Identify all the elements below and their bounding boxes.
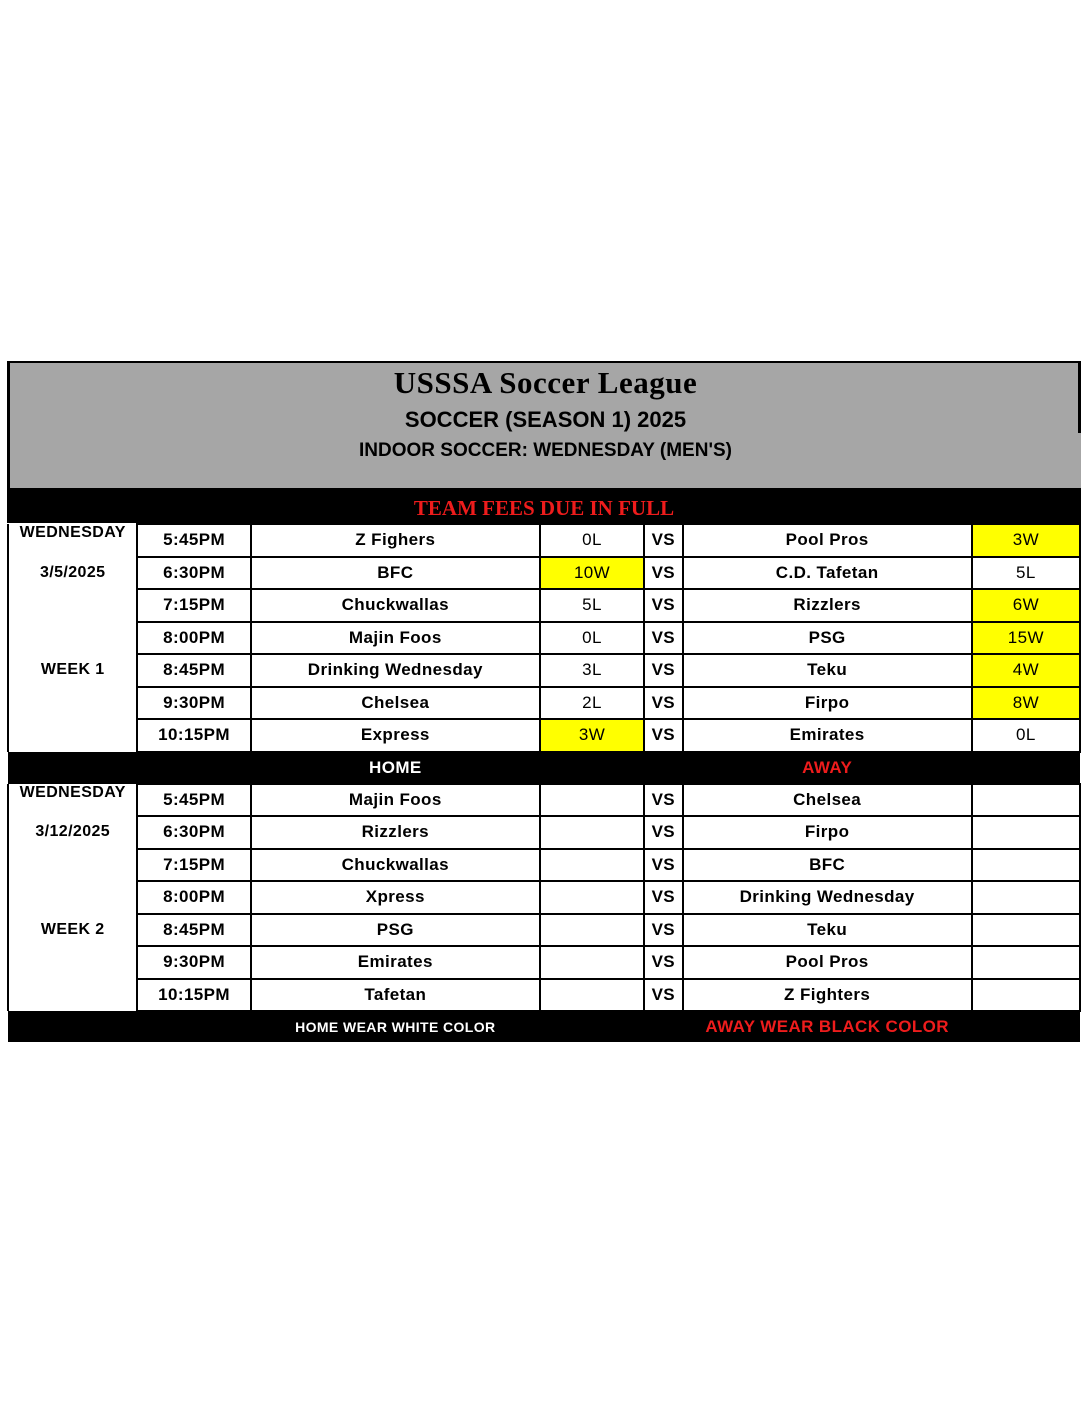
home-team: BFC — [251, 557, 540, 590]
home-team: Rizzlers — [251, 816, 540, 849]
away-result: 4W — [972, 654, 1080, 687]
vs-label: VS — [644, 946, 682, 979]
schedule-header — [7, 361, 1081, 488]
away-result — [972, 849, 1080, 882]
day-cell — [8, 719, 137, 752]
away-result: 6W — [972, 589, 1080, 622]
game-time: 7:15PM — [137, 849, 250, 882]
away-result — [972, 816, 1080, 849]
away-result — [972, 914, 1080, 947]
game-time: 5:45PM — [137, 524, 250, 557]
home-result — [540, 816, 644, 849]
home-team: Express — [251, 719, 540, 752]
game-row — [8, 687, 1080, 720]
away-team: Rizzlers — [683, 589, 972, 622]
away-team: PSG — [683, 622, 972, 655]
week1-games — [8, 524, 1080, 752]
away-team: C.D. Tafetan — [683, 557, 972, 590]
vs-label: VS — [644, 687, 682, 720]
home-result: 2L — [540, 687, 644, 720]
home-result: 0L — [540, 622, 644, 655]
away-result — [972, 784, 1080, 817]
game-time: 8:45PM — [137, 654, 250, 687]
game-row — [8, 654, 1080, 687]
away-team: Chelsea — [683, 784, 972, 817]
game-row — [8, 946, 1080, 979]
day-cell: WEDNESDAY — [8, 784, 137, 817]
away-result: 8W — [972, 687, 1080, 720]
game-row — [8, 557, 1080, 590]
home-result: 5L — [540, 589, 644, 622]
day-cell — [8, 979, 137, 1012]
game-row — [8, 524, 1080, 557]
vs-label: VS — [644, 849, 682, 882]
home-result — [540, 784, 644, 817]
away-result — [972, 979, 1080, 1012]
day-cell — [8, 622, 137, 655]
vs-label: VS — [644, 719, 682, 752]
season-subtitle: SOCCER (SEASON 1) 2025 — [404, 407, 687, 432]
home-team: Tafetan — [251, 979, 540, 1012]
game-row — [8, 719, 1080, 752]
game-time: 9:30PM — [137, 946, 250, 979]
home-wear-note: HOME WEAR WHITE COLOR — [251, 1011, 540, 1042]
game-time: 9:30PM — [137, 687, 250, 720]
game-row — [8, 816, 1080, 849]
home-result: 3L — [540, 654, 644, 687]
game-row — [8, 622, 1080, 655]
home-team: Emirates — [251, 946, 540, 979]
day-cell: WEEK 1 — [8, 654, 137, 687]
home-team: Majin Foos — [251, 784, 540, 817]
home-result — [540, 849, 644, 882]
vs-label: VS — [644, 881, 682, 914]
schedule-table — [7, 523, 1081, 1042]
away-result: 0L — [972, 719, 1080, 752]
away-team: Emirates — [683, 719, 972, 752]
away-wear-note: AWAY WEAR BLACK COLOR — [683, 1011, 972, 1042]
away-result — [972, 881, 1080, 914]
game-time: 8:00PM — [137, 622, 250, 655]
home-team: Majin Foos — [251, 622, 540, 655]
game-row — [8, 849, 1080, 882]
game-time: 6:30PM — [137, 557, 250, 590]
home-result: 10W — [540, 557, 644, 590]
game-time: 7:15PM — [137, 589, 250, 622]
game-time: 10:15PM — [137, 719, 250, 752]
home-result — [540, 914, 644, 947]
day-cell: WEEK 2 — [8, 914, 137, 947]
home-result: 3W — [540, 719, 644, 752]
away-result: 15W — [972, 622, 1080, 655]
footer-bar — [8, 1011, 1080, 1042]
day-cell — [8, 687, 137, 720]
home-result — [540, 946, 644, 979]
home-team: Chelsea — [251, 687, 540, 720]
game-row — [8, 979, 1080, 1012]
day-cell — [8, 881, 137, 914]
away-result: 3W — [972, 524, 1080, 557]
vs-label: VS — [644, 524, 682, 557]
game-time: 6:30PM — [137, 816, 250, 849]
game-time: 5:45PM — [137, 784, 250, 817]
week2-games — [8, 784, 1080, 1012]
home-team: Z Fighers — [251, 524, 540, 557]
league-title: USSSA Soccer League — [393, 365, 698, 400]
day-cell — [8, 849, 137, 882]
day-cell — [8, 946, 137, 979]
vs-label: VS — [644, 654, 682, 687]
away-result — [972, 946, 1080, 979]
vs-label: VS — [644, 622, 682, 655]
vs-label: VS — [644, 589, 682, 622]
day-cell: 3/12/2025 — [8, 816, 137, 849]
game-time: 8:00PM — [137, 881, 250, 914]
game-row — [8, 589, 1080, 622]
away-label: AWAY — [683, 752, 972, 784]
day-cell: WEDNESDAY — [8, 524, 137, 557]
vs-label: VS — [644, 784, 682, 817]
game-time: 10:15PM — [137, 979, 250, 1012]
away-team: Z Fighters — [683, 979, 972, 1012]
home-team: Chuckwallas — [251, 589, 540, 622]
game-row — [8, 784, 1080, 817]
day-cell: 3/5/2025 — [8, 557, 137, 590]
division-subtitle: INDOOR SOCCER: WEDNESDAY (MEN'S) — [359, 440, 732, 461]
home-result: 0L — [540, 524, 644, 557]
home-team: Chuckwallas — [251, 849, 540, 882]
vs-label: VS — [644, 557, 682, 590]
game-row — [8, 914, 1080, 947]
game-time: 8:45PM — [137, 914, 250, 947]
away-team: Firpo — [683, 687, 972, 720]
away-team: BFC — [683, 849, 972, 882]
away-team: Pool Pros — [683, 946, 972, 979]
away-team: Firpo — [683, 816, 972, 849]
home-team: PSG — [251, 914, 540, 947]
home-result — [540, 881, 644, 914]
away-team: Pool Pros — [683, 524, 972, 557]
away-result: 5L — [972, 557, 1080, 590]
away-team: Drinking Wednesday — [683, 881, 972, 914]
home-team: Xpress — [251, 881, 540, 914]
home-result — [540, 979, 644, 1012]
day-cell — [8, 589, 137, 622]
away-team: Teku — [683, 654, 972, 687]
home-away-bar — [8, 752, 1080, 784]
vs-label: VS — [644, 979, 682, 1012]
vs-label: VS — [644, 914, 682, 947]
home-team: Drinking Wednesday — [251, 654, 540, 687]
home-label: HOME — [251, 752, 540, 784]
vs-label: VS — [644, 816, 682, 849]
schedule-sheet — [7, 361, 1081, 1042]
away-team: Teku — [683, 914, 972, 947]
game-row — [8, 881, 1080, 914]
fees-banner: TEAM FEES DUE IN FULL — [7, 488, 1081, 523]
